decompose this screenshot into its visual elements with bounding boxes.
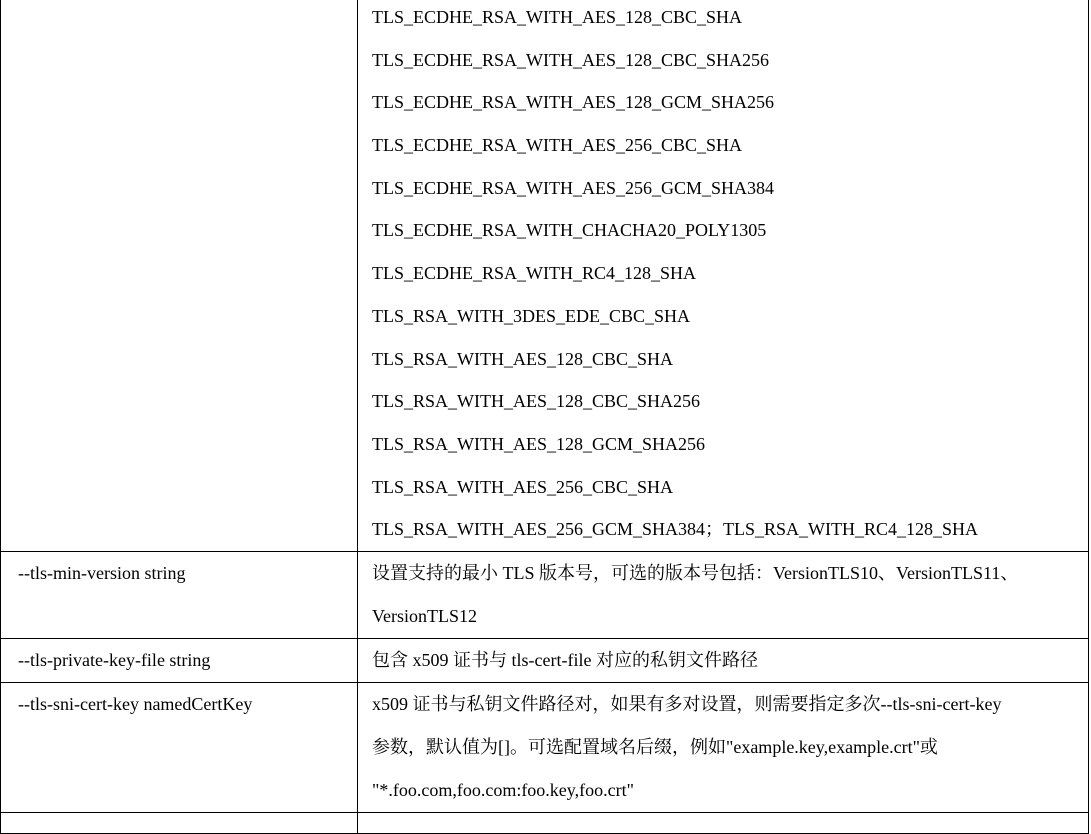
table-row [1, 551, 1089, 638]
table-row [1, 0, 1089, 551]
cipher-suite-item: TLS_ECDHE_RSA_WITH_AES_128_GCM_SHA256 [372, 92, 775, 113]
cipher-suite-item: TLS_RSA_WITH_AES_128_CBC_SHA [372, 348, 674, 369]
desc-cell [358, 812, 1089, 833]
table-row [1, 812, 1089, 833]
description-line: "*.foo.com,foo.com:foo.key,foo.crt" [372, 779, 634, 800]
cipher-suite-item: TLS_ECDHE_RSA_WITH_AES_128_CBC_SHA [372, 7, 743, 27]
param-name: --tls-private-key-file string [18, 649, 211, 670]
table-row [1, 682, 1089, 812]
param-cell [1, 638, 358, 682]
param-cell [1, 0, 358, 551]
desc-cell [358, 682, 1089, 812]
cipher-suite-item: TLS_RSA_WITH_AES_128_CBC_SHA256 [372, 391, 701, 412]
description-line: 包含 x509 证书与 tls-cert-file 对应的私钥文件路径 [372, 649, 758, 670]
description-line: 参数，默认值为[]。可选配置域名后缀，例如"example.key,example.crt"或 [372, 736, 938, 757]
desc-cell [358, 0, 1089, 551]
cipher-suite-item: TLS_ECDHE_RSA_WITH_CHACHA20_POLY1305 [372, 220, 767, 241]
cipher-suite-item: TLS_RSA_WITH_AES_256_GCM_SHA384；TLS_RSA_WITH_RC4_128_SHA [372, 519, 979, 540]
description-line: x509 证书与私钥文件路径对，如果有多对设置，则需要指定多次--tls-sni-cert-key [372, 693, 1002, 714]
param-description [358, 639, 1088, 682]
param-name: --tls-sni-cert-key namedCertKey [18, 693, 253, 714]
description-line: 设置支持的最小 TLS 版本号，可选的版本号包括：VersionTLS10、VersionTLS11、 [372, 562, 1019, 583]
desc-cell [358, 551, 1089, 638]
param-name: --tls-min-version string [18, 562, 186, 583]
cipher-suite-item: TLS_ECDHE_RSA_WITH_AES_256_CBC_SHA [372, 135, 743, 156]
cipher-suite-item: TLS_ECDHE_RSA_WITH_RC4_128_SHA [372, 263, 697, 284]
cipher-suite-item: TLS_RSA_WITH_AES_256_CBC_SHA [372, 476, 674, 497]
desc-cell [358, 638, 1089, 682]
cipher-suite-item: TLS_ECDHE_RSA_WITH_AES_128_CBC_SHA256 [372, 49, 770, 70]
cipher-suite-item: TLS_RSA_WITH_3DES_EDE_CBC_SHA [372, 305, 691, 326]
param-description [358, 552, 1088, 638]
cipher-suite-item: TLS_RSA_WITH_AES_128_GCM_SHA256 [372, 433, 706, 454]
param-cell [1, 812, 358, 833]
description-line: VersionTLS12 [372, 605, 477, 626]
param-cell [1, 551, 358, 638]
param-cell [1, 682, 358, 812]
table-row [1, 638, 1089, 682]
param-description [358, 683, 1088, 812]
cipher-suite-item: TLS_ECDHE_RSA_WITH_AES_256_GCM_SHA384 [372, 177, 775, 198]
